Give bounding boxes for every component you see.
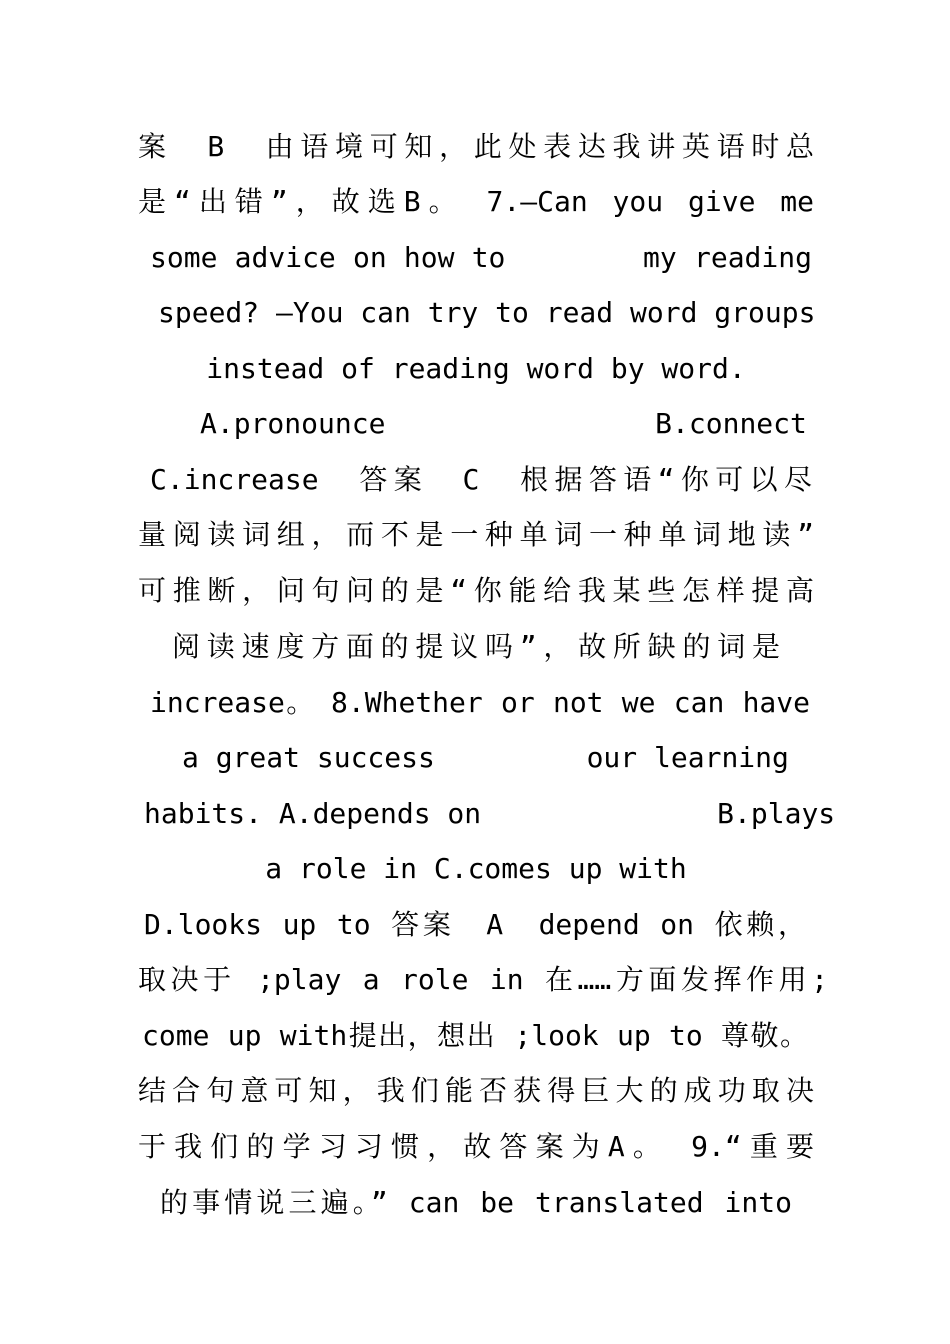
text-line-1: 案 B 由语境可知，此处表达我讲英语时总 [138, 130, 814, 163]
text-line-13: habits. A.depends on B.plays [144, 797, 836, 830]
text-line-14: a role in C.comes up with [265, 852, 687, 885]
text-line-16: 取决于 ;play a role in 在……方面发挥作用; [138, 963, 828, 996]
text-line-10: 阅读速度方面的提议吗”，故所缺的词是 [172, 630, 780, 663]
text-line-18: 结合句意可知，我们能否获得巨大的成功取决 [138, 1074, 814, 1107]
text-line-19: 于我们的学习习惯，故答案为A。 9.“重要 [138, 1130, 814, 1163]
text-line-2: 是“出错”，故选B。 7.—Can you give me [138, 185, 814, 218]
text-line-9: 可推断，问句问的是“你能给我某些怎样提高 [138, 574, 814, 607]
text-line-15: D.looks up to 答案 A depend on 依赖， [144, 908, 806, 941]
text-line-5: instead of reading word by word. [206, 352, 746, 385]
text-line-7: C.increase 答案 C 根据答语“你可以尽 [150, 463, 812, 496]
text-line-8: 量阅读词组，而不是一种单词一种单词地读” [138, 518, 814, 551]
text-line-17: come up with提出，想出 ;look up to 尊敬。 [142, 1019, 808, 1052]
text-line-4: speed? —You can try to read word groups [158, 296, 816, 329]
text-line-20: 的事情说三遍。” can be translated into [160, 1186, 792, 1219]
text-line-3: some advice on how to my reading [150, 241, 812, 274]
text-line-12: a great success our learning [182, 741, 789, 774]
text-line-11: increase。 8.Whether or not we can have [150, 686, 810, 719]
text-line-6: A.pronounce B.connect [200, 407, 807, 440]
